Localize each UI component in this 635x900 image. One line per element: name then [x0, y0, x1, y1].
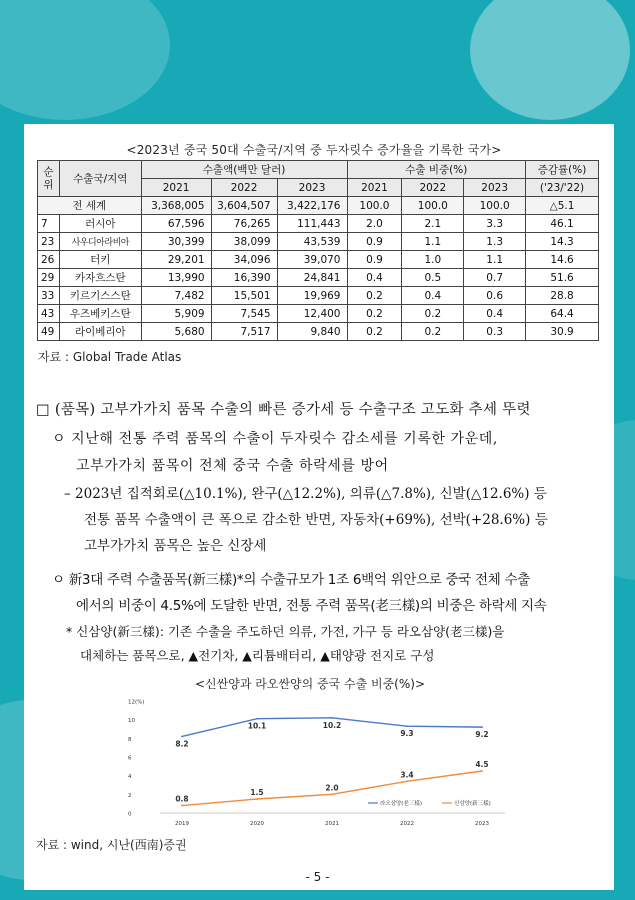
bullet-1-line-1: ㅇ 지난해 전통 주력 품목의 수출이 두자릿수 감소세를 기록한 가운데,	[52, 431, 498, 447]
data-label: 10.1	[247, 721, 267, 731]
cell-export-2023: 43,539	[277, 233, 347, 251]
export-table	[37, 160, 599, 341]
cell-rank: 23	[38, 233, 60, 251]
data-label: 0.8	[175, 794, 189, 804]
data-point	[481, 726, 483, 728]
cell-country: 키르기스스탄	[59, 287, 141, 305]
chart-legend	[368, 799, 491, 807]
x-tick-label: 2021	[325, 821, 339, 827]
cell-export-2022: 7,545	[211, 305, 277, 323]
cell-share-2021: 100.0	[347, 197, 402, 215]
cell-export-2021: 67,596	[141, 215, 211, 233]
y-tick-label: 4	[128, 774, 132, 781]
header-share: 수출 비중(%)	[347, 161, 526, 179]
section-heading: □ (품목) 고부가가치 품목 수출의 빠른 증가세 등 수출구조 고도화 추세 뚜렷	[36, 402, 531, 418]
cell-growth: 64.4	[526, 305, 599, 323]
cell-rank: 7	[38, 215, 60, 233]
bullet-2-line-1: ㅇ 新3대 주력 수출품목(新三樣)*의 수출규모가 1조 6백억 위안으로 중국 전체 수출	[52, 572, 530, 588]
cell-share-2022: 0.2	[402, 323, 464, 341]
table-row	[38, 233, 599, 251]
cell-country: 사우디아라비아	[59, 233, 141, 251]
dash-line-1: – 2023년 집적회로(△10.1%), 완구(△12.2%), 의류(△7.8%), 신발(△12.6%) 등	[64, 486, 547, 502]
data-label: 9.3	[400, 729, 414, 739]
background-circle-top-right	[470, 0, 630, 120]
header-year: 2023	[464, 179, 526, 197]
cell-share-2021: 0.2	[347, 323, 402, 341]
dash-line-3: 고부가가치 품목은 높은 신장세	[84, 538, 267, 554]
data-label: 4.5	[475, 760, 489, 769]
cell-share-2022: 1.1	[402, 233, 464, 251]
dash-line-2: 전통 품목 수출액이 큰 폭으로 감소한 반면, 자동차(+69%), 선박(+28.6%) 등	[84, 512, 548, 528]
cell-export-2021: 13,990	[141, 269, 211, 287]
cell-export-2021: 5,680	[141, 323, 211, 341]
cell-export-2023: 24,841	[277, 269, 347, 287]
header-rank: 순위	[38, 161, 60, 197]
cell-growth: 51.6	[526, 269, 599, 287]
cell-country: 우즈베키스탄	[59, 305, 141, 323]
cell-share-2022: 0.2	[402, 305, 464, 323]
cell-rank: 49	[38, 323, 60, 341]
cell-growth: 14.6	[526, 251, 599, 269]
cell-share-2022: 0.5	[402, 269, 464, 287]
y-tick-label: 6	[128, 755, 132, 762]
cell-growth: 28.8	[526, 287, 599, 305]
chart-series	[175, 717, 488, 807]
header-year: 2021	[347, 179, 402, 197]
header-year: 2021	[141, 179, 211, 197]
cell-export-2023: 9,840	[277, 323, 347, 341]
data-label: 1.5	[250, 788, 264, 797]
cell-share-2022: 1.0	[402, 251, 464, 269]
x-tick-label: 2022	[400, 821, 414, 827]
cell-share-2023: 0.7	[464, 269, 526, 287]
data-point	[256, 798, 258, 800]
table-caption: <2023년 중국 50대 수출국/지역 중 두자릿수 증가율을 기록한 국가>	[126, 143, 502, 157]
cell-share-2021: 0.9	[347, 233, 402, 251]
y-tick-label: 2	[128, 792, 132, 799]
data-label: 10.2	[322, 720, 342, 730]
cell-export-2021: 7,482	[141, 287, 211, 305]
cell-export-2023: 12,400	[277, 305, 347, 323]
cell-share-2023: 1.3	[464, 233, 526, 251]
bullet-1-line-2: 고부가가치 품목이 전체 중국 수출 하락세를 방어	[76, 458, 389, 474]
cell-share-2021: 2.0	[347, 215, 402, 233]
header-growth-period: ('23/'22)	[526, 179, 599, 197]
cell-share-2021: 0.2	[347, 287, 402, 305]
cell-share-2021: 0.4	[347, 269, 402, 287]
cell-export-2022: 38,099	[211, 233, 277, 251]
data-point	[406, 780, 408, 782]
cell-export-2022: 76,265	[211, 215, 277, 233]
data-point	[256, 718, 258, 720]
header-year: 2022	[402, 179, 464, 197]
note-line-2: 대체하는 품목으로, ▲전기차, ▲리튬배터리, ▲태양광 전지로 구성	[80, 648, 435, 663]
cell-country: 터키	[59, 251, 141, 269]
table-source: 자료 : Global Trade Atlas	[38, 350, 182, 364]
data-point	[181, 805, 183, 807]
cell-rank: 26	[38, 251, 60, 269]
bullet-2-line-2: 에서의 비중이 4.5%에 도달한 반면, 전통 주력 품목(老三樣)의 비중은 하락세 지속	[76, 598, 547, 614]
header-year: 2022	[211, 179, 277, 197]
cell-export-2023: 39,070	[277, 251, 347, 269]
cell-export-2022: 3,604,507	[211, 197, 277, 215]
data-label: 9.2	[475, 730, 489, 740]
table-row	[38, 251, 599, 269]
x-axis	[160, 813, 505, 827]
cell-share-2023: 0.6	[464, 287, 526, 305]
data-label: 2.0	[325, 783, 339, 793]
data-point	[481, 770, 483, 772]
table-header-row	[38, 161, 599, 179]
chart-source: 자료 : wind, 시난(西南)증권	[36, 838, 187, 852]
cell-growth: 14.3	[526, 233, 599, 251]
x-tick-label: 2020	[250, 821, 264, 827]
cell-export-2021: 3,368,005	[141, 197, 211, 215]
cell-export-2023: 3,422,176	[277, 197, 347, 215]
cell-export-2021: 5,909	[141, 305, 211, 323]
cell-share-2023: 0.4	[464, 305, 526, 323]
cell-country: 전 세계	[38, 197, 142, 215]
data-point	[181, 736, 183, 738]
cell-country: 러시아	[59, 215, 141, 233]
cell-share-2022: 0.4	[402, 287, 464, 305]
legend-label: 라오삼양(老三樣)	[380, 801, 423, 807]
cell-country: 카자흐스탄	[59, 269, 141, 287]
cell-share-2022: 2.1	[402, 215, 464, 233]
y-tick-label: 8	[128, 736, 132, 743]
cell-share-2021: 0.9	[347, 251, 402, 269]
cell-growth: 30.9	[526, 323, 599, 341]
cell-share-2023: 0.3	[464, 323, 526, 341]
table-row-world	[38, 197, 599, 215]
table-row	[38, 323, 599, 341]
cell-share-2023: 1.1	[464, 251, 526, 269]
cell-share-2023: 100.0	[464, 197, 526, 215]
cell-rank: 29	[38, 269, 60, 287]
data-label: 3.4	[400, 770, 414, 780]
header-country: 수출국/지역	[59, 161, 141, 197]
cell-export-2022: 16,390	[211, 269, 277, 287]
cell-rank: 43	[38, 305, 60, 323]
cell-growth: 46.1	[526, 215, 599, 233]
cell-export-2021: 29,201	[141, 251, 211, 269]
cell-rank: 33	[38, 287, 60, 305]
cell-export-2022: 34,096	[211, 251, 277, 269]
cell-share-2022: 100.0	[402, 197, 464, 215]
x-tick-label: 2019	[175, 821, 189, 827]
cell-growth: △5.1	[526, 197, 599, 215]
cell-export-2023: 19,969	[277, 287, 347, 305]
cell-export-2022: 7,517	[211, 323, 277, 341]
cell-country: 라이베리아	[59, 323, 141, 341]
header-export: 수출액(백만 달러)	[141, 161, 347, 179]
cell-share-2023: 3.3	[464, 215, 526, 233]
line-chart	[120, 693, 520, 833]
cell-export-2021: 30,399	[141, 233, 211, 251]
note-line-1: * 신삼양(新三樣): 기존 수출을 주도하던 의류, 가전, 가구 등 라오삼양(老三樣)을	[66, 624, 505, 639]
table-row	[38, 215, 599, 233]
data-point	[406, 725, 408, 727]
page-number: - 5 -	[305, 870, 330, 884]
header-growth: 증감률(%)	[526, 161, 599, 179]
data-point	[331, 717, 333, 719]
data-point	[331, 793, 333, 795]
cell-export-2022: 15,501	[211, 287, 277, 305]
y-axis	[128, 700, 145, 818]
background-circle-top-left	[0, 0, 170, 120]
cell-share-2021: 0.2	[347, 305, 402, 323]
table-row	[38, 269, 599, 287]
data-label: 8.2	[175, 739, 189, 749]
y-tick-label: 10	[128, 718, 135, 725]
header-year: 2023	[277, 179, 347, 197]
y-tick-label: 0	[128, 811, 132, 818]
cell-export-2023: 111,443	[277, 215, 347, 233]
y-tick-label: 12(%)	[128, 699, 145, 706]
chart-title: <신싼양과 라오싼양의 중국 수출 비중(%)>	[194, 677, 425, 691]
table-row	[38, 305, 599, 323]
x-tick-label: 2023	[475, 821, 489, 827]
table-row	[38, 287, 599, 305]
legend-label: 신삼양(新三樣)	[454, 801, 491, 807]
